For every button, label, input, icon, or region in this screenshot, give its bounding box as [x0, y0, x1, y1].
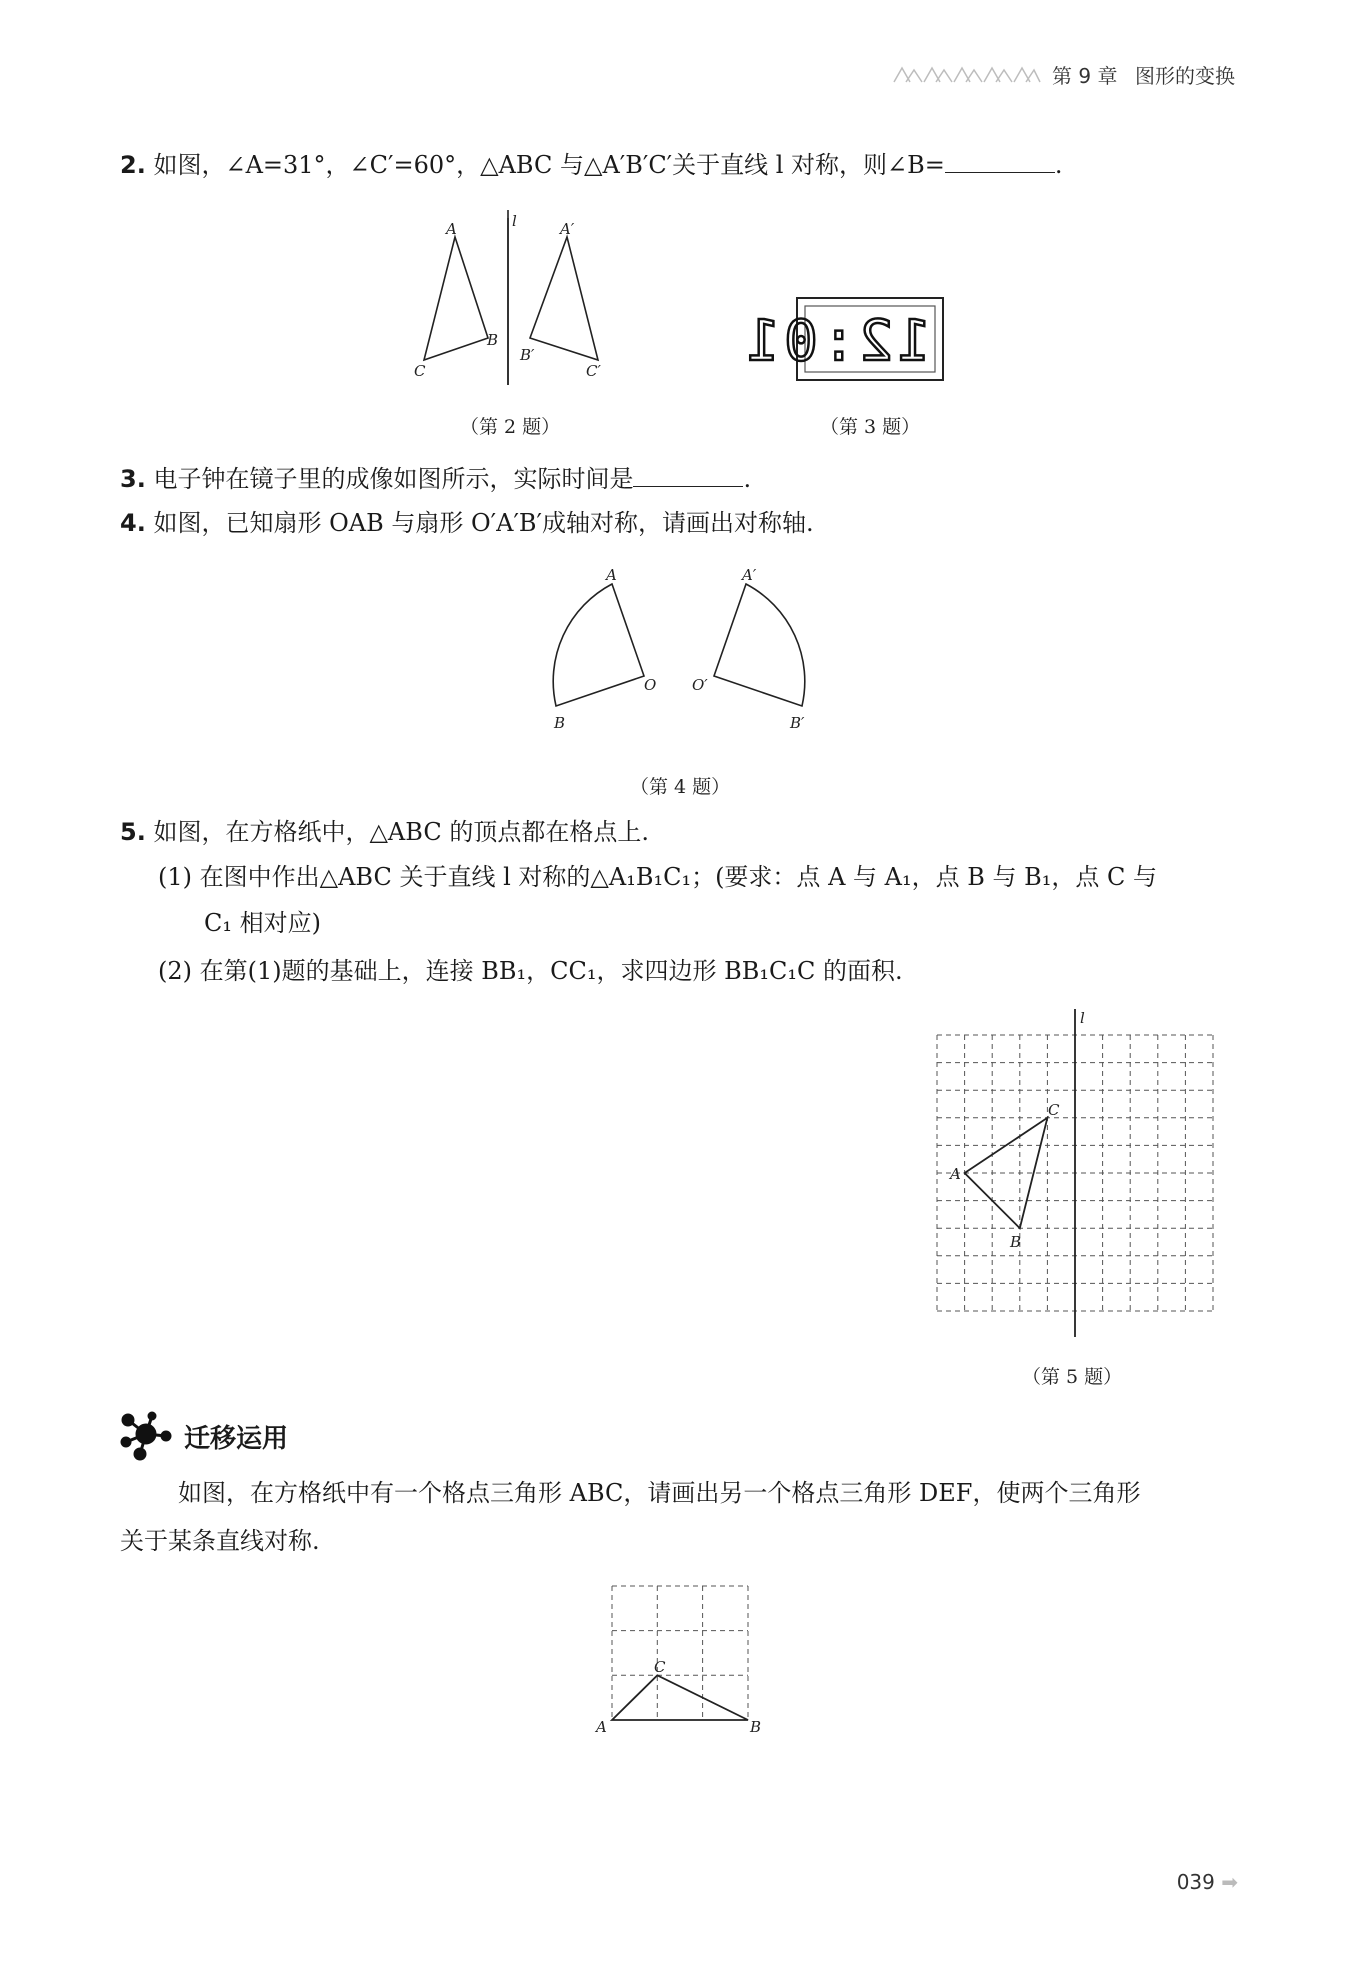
transfer-text-line-1: 如图，在方格纸中有一个格点三角形 ABC，请画出另一个格点三角形 DEF，使两个三角形	[178, 1479, 1141, 1507]
header-title: 图形的变换	[1135, 64, 1235, 88]
question-4	[120, 506, 814, 540]
question-5	[120, 815, 649, 849]
question-2-text: 如图，∠A=31°，∠C′=60°，△ABC 与△A′B′C′关于直线 l 对称，则∠B=	[153, 151, 945, 179]
page-number-text: 039	[1176, 1870, 1215, 1894]
label-a: A	[950, 1165, 961, 1183]
header-chapter: 第 9 章	[1052, 64, 1118, 88]
label-c: C	[1048, 1101, 1060, 1119]
question-3-end: .	[743, 465, 752, 493]
question-3-answer-blank[interactable]	[633, 460, 743, 487]
question-3-clock-figure	[742, 296, 945, 382]
question-5-part-2: (2) 在第(1)题的基础上，连接 BB₁，CC₁，求四边形 BB₁C₁C 的面积.	[158, 957, 903, 985]
question-4-figure	[540, 566, 830, 746]
label-l: l	[1080, 1009, 1085, 1027]
question-5-grid-figure	[930, 1005, 1220, 1345]
question-5-number: 5.	[120, 818, 146, 846]
question-5-text: 如图，在方格纸中，△ABC 的顶点都在格点上.	[153, 818, 649, 846]
label-o-prime: O′	[692, 676, 708, 694]
transfer-grid-figure	[590, 1576, 770, 1746]
question-2-caption: （第 2 题）	[460, 416, 561, 438]
question-2-answer-blank[interactable]	[945, 146, 1055, 173]
label-c: C	[414, 362, 426, 380]
sector-o1a1b1	[714, 584, 805, 706]
question-5-part-1-cont: C₁ 相对应)	[204, 909, 321, 937]
label-a: A	[606, 566, 617, 584]
question-2-figure	[400, 210, 630, 400]
label-l: l	[512, 212, 517, 230]
section-title-transfer: 迁移运用	[184, 1424, 289, 1454]
molecule-icon	[118, 1410, 174, 1460]
question-2	[120, 146, 1063, 182]
page-number	[1177, 1870, 1238, 1894]
label-b: B	[554, 714, 566, 732]
triangle-abc	[424, 237, 488, 360]
label-b: B	[487, 331, 499, 349]
mirrored-clock-digits: 12:01	[742, 309, 931, 374]
transfer-text-line-2: 关于某条直线对称.	[120, 1527, 320, 1555]
label-a-prime: A′	[560, 220, 575, 238]
label-a: A	[446, 220, 457, 238]
label-o: O	[644, 676, 657, 694]
sector-oab	[553, 584, 644, 706]
label-b: B	[750, 1718, 762, 1736]
label-c-prime: C′	[586, 362, 601, 380]
question-5-part-1: (1) 在图中作出△ABC 关于直线 l 对称的△A₁B₁C₁；(要求：点 A 与 A₁，点 B 与 B₁，点 C 与	[158, 863, 1158, 891]
question-3	[120, 460, 751, 496]
question-3-caption: （第 3 题）	[820, 416, 921, 438]
header-decoration	[892, 62, 1040, 84]
triangle-a1b1c1	[530, 237, 598, 360]
label-b: B	[1010, 1233, 1022, 1251]
question-4-number: 4.	[120, 509, 146, 537]
question-3-number: 3.	[120, 465, 146, 493]
triangle-abc	[612, 1675, 748, 1720]
label-c: C	[654, 1658, 666, 1676]
label-b-prime: B′	[790, 714, 805, 732]
question-3-text: 电子钟在镜子里的成像如图所示，实际时间是	[153, 465, 634, 493]
label-a: A	[596, 1718, 607, 1736]
label-b-prime: B′	[520, 346, 535, 364]
question-4-caption: （第 4 题）	[630, 776, 731, 798]
arrow-right-icon: ➡	[1221, 1870, 1238, 1894]
label-a-prime: A′	[742, 566, 757, 584]
question-2-number: 2.	[120, 151, 146, 179]
question-4-text: 如图，已知扇形 OAB 与扇形 O′A′B′成轴对称，请画出对称轴.	[153, 509, 814, 537]
question-5-caption: （第 5 题）	[1022, 1366, 1123, 1388]
question-2-end: .	[1054, 151, 1063, 179]
